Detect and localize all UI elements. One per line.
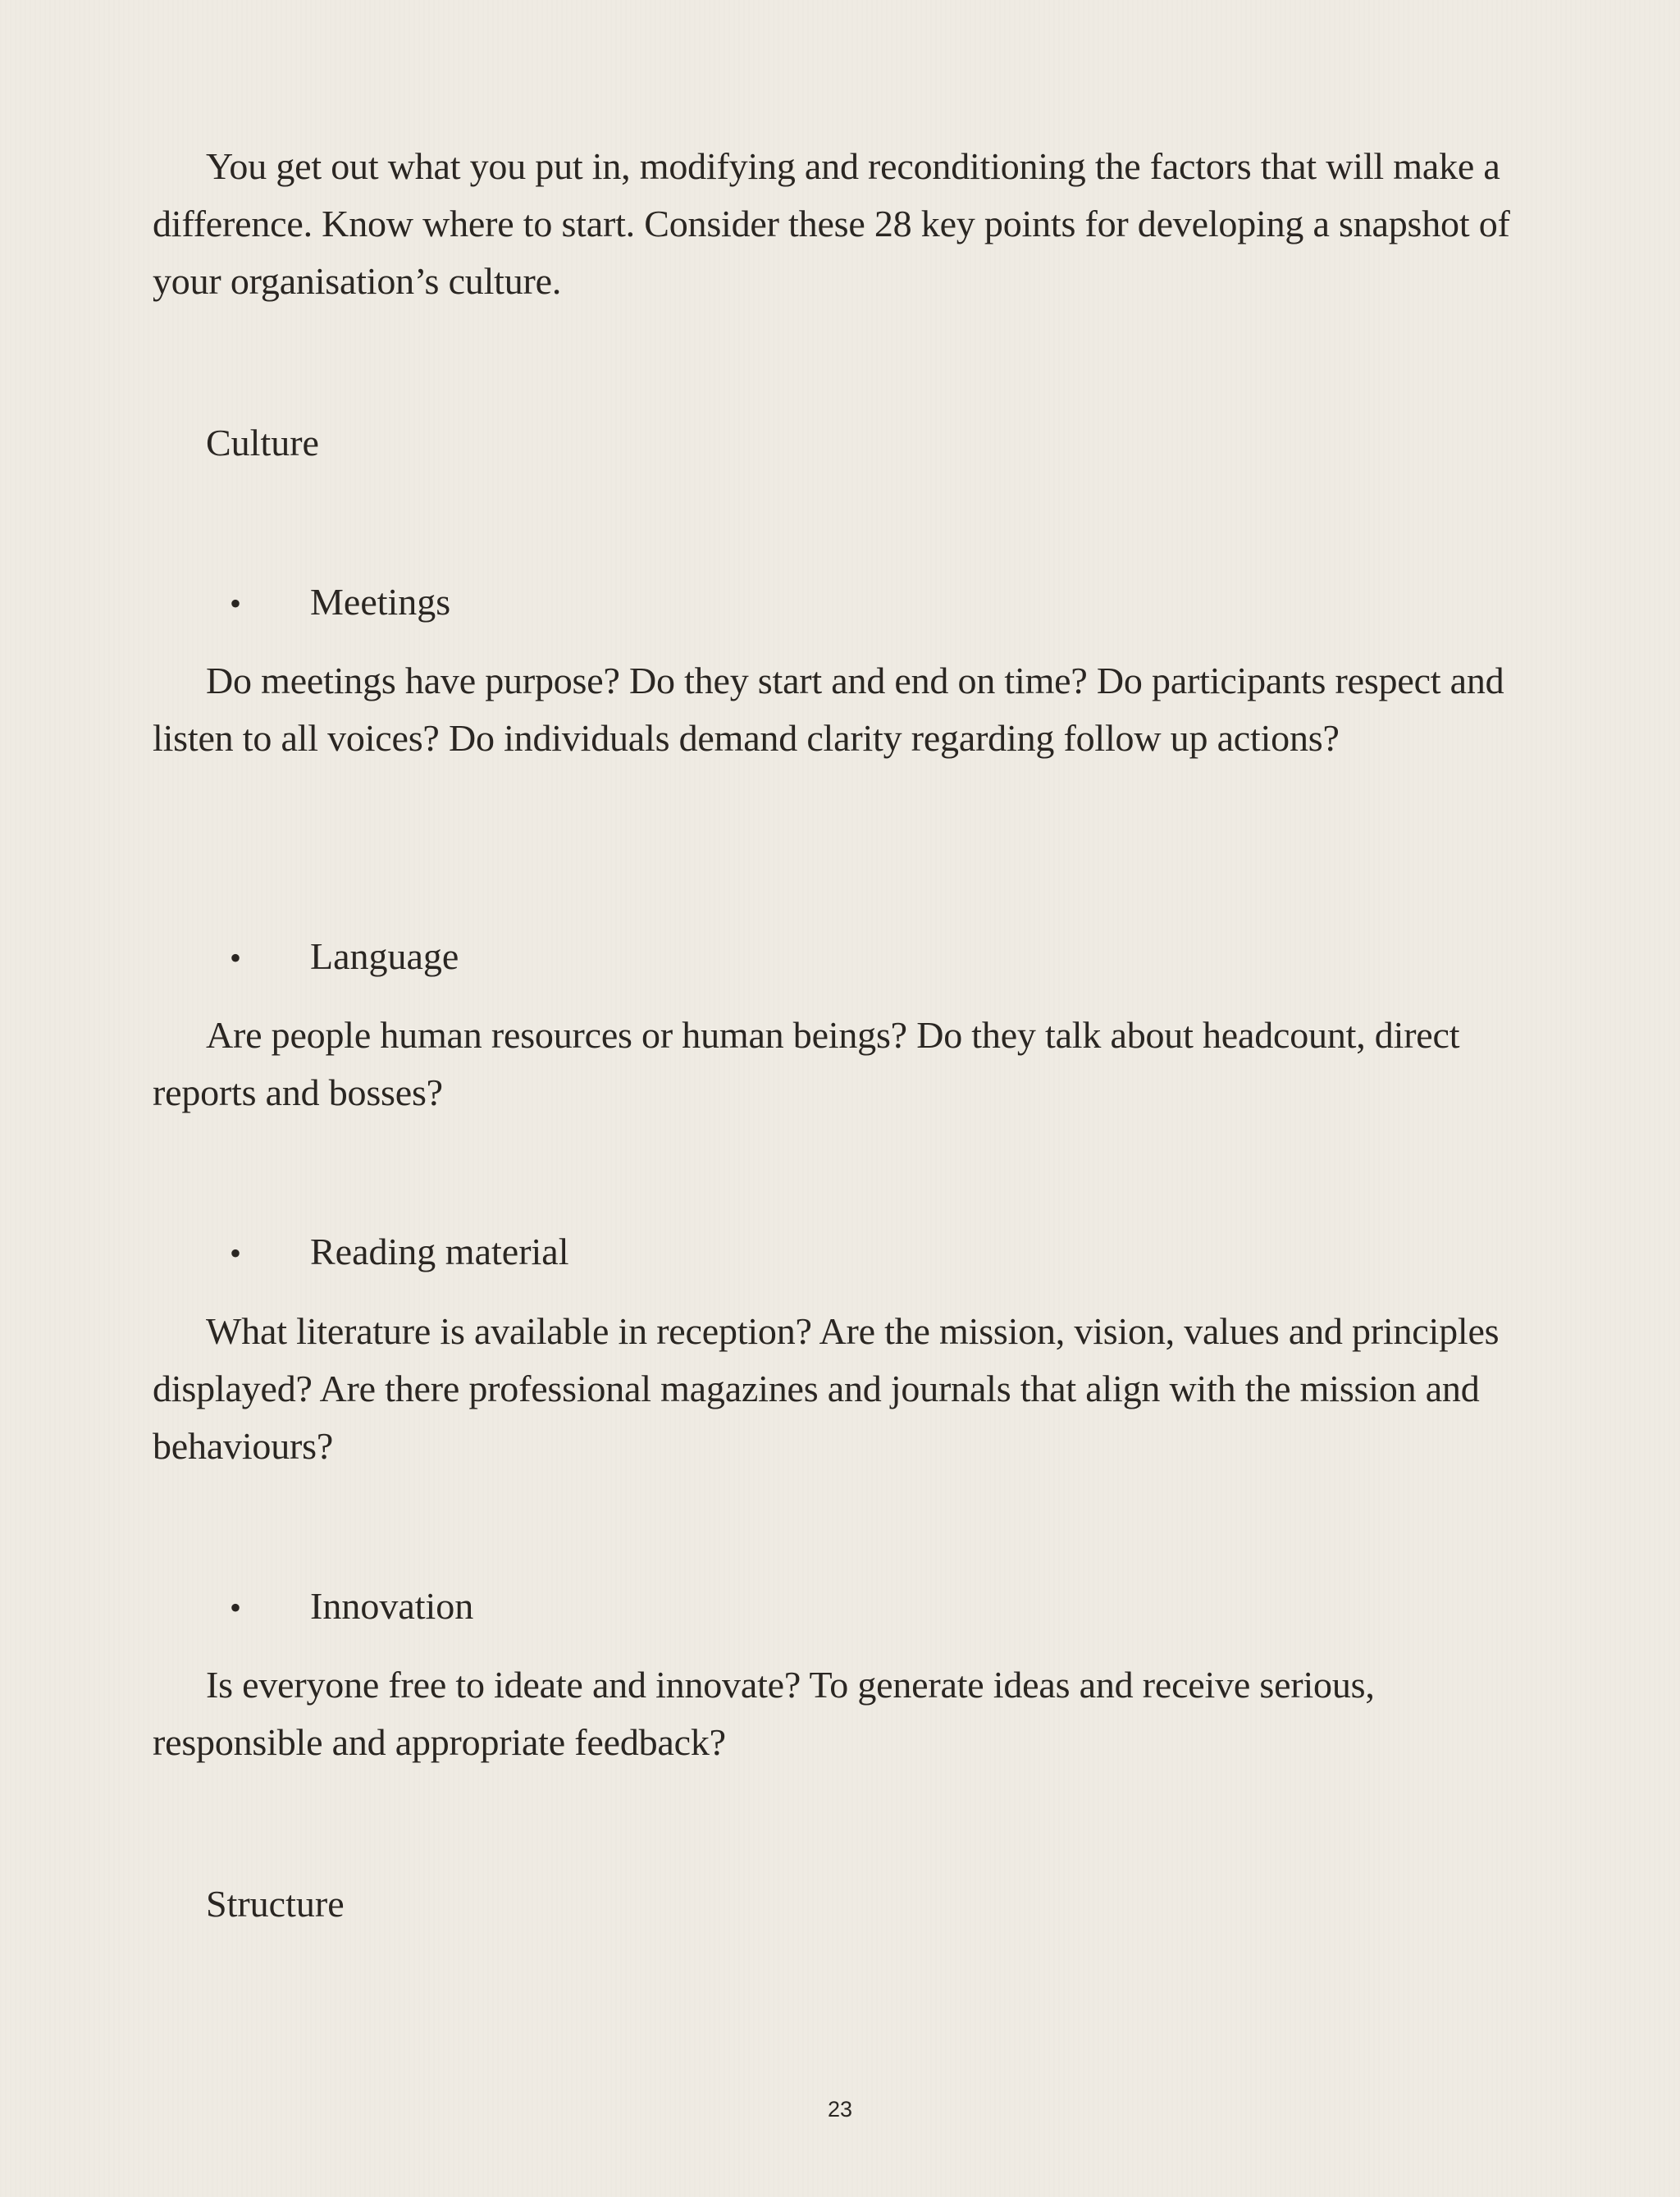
- bullet-title: Reading material: [310, 1231, 569, 1272]
- section-heading-culture: Culture: [206, 422, 319, 464]
- bullet-item-language: [230, 928, 459, 987]
- language-paragraph: Are people human resources or human beings? Do they talk about headcount, direct reports and bosses?: [153, 1014, 1460, 1113]
- bullet-icon: •: [230, 939, 242, 976]
- bullet-icon: •: [230, 1589, 242, 1626]
- section-heading-structure: Structure: [206, 1883, 345, 1925]
- bullet-item-innovation: [230, 1578, 473, 1637]
- bullet-icon: •: [230, 1235, 242, 1272]
- innovation-paragraph: Is everyone free to ideate and innovate? To generate ideas and receive serious, responsible and appropriate feedback?: [153, 1664, 1375, 1763]
- bullet-title: Meetings: [310, 581, 451, 623]
- reading-material-paragraph: What literature is available in reception? Are the mission, vision, values and principles displayed? Are there professional magazines and journals that align with the mission and behaviours?: [153, 1310, 1500, 1467]
- bullet-item-reading-material: [230, 1223, 569, 1282]
- bullet-item-meetings: [230, 573, 450, 633]
- bullet-title: Language: [310, 935, 459, 977]
- page-number: 23: [827, 2097, 853, 2122]
- bullet-title: Innovation: [310, 1585, 474, 1627]
- meetings-paragraph: Do meetings have purpose? Do they start and end on time? Do participants respect and listen to all voices? Do individuals demand clarity regarding follow up actions?: [153, 660, 1504, 759]
- bullet-icon: •: [230, 585, 242, 622]
- intro-paragraph: You get out what you put in, modifying and reconditioning the factors that will make a difference. Know where to start. Consider these 28 key points for developing a snapshot of your organisation’s culture.: [153, 145, 1510, 302]
